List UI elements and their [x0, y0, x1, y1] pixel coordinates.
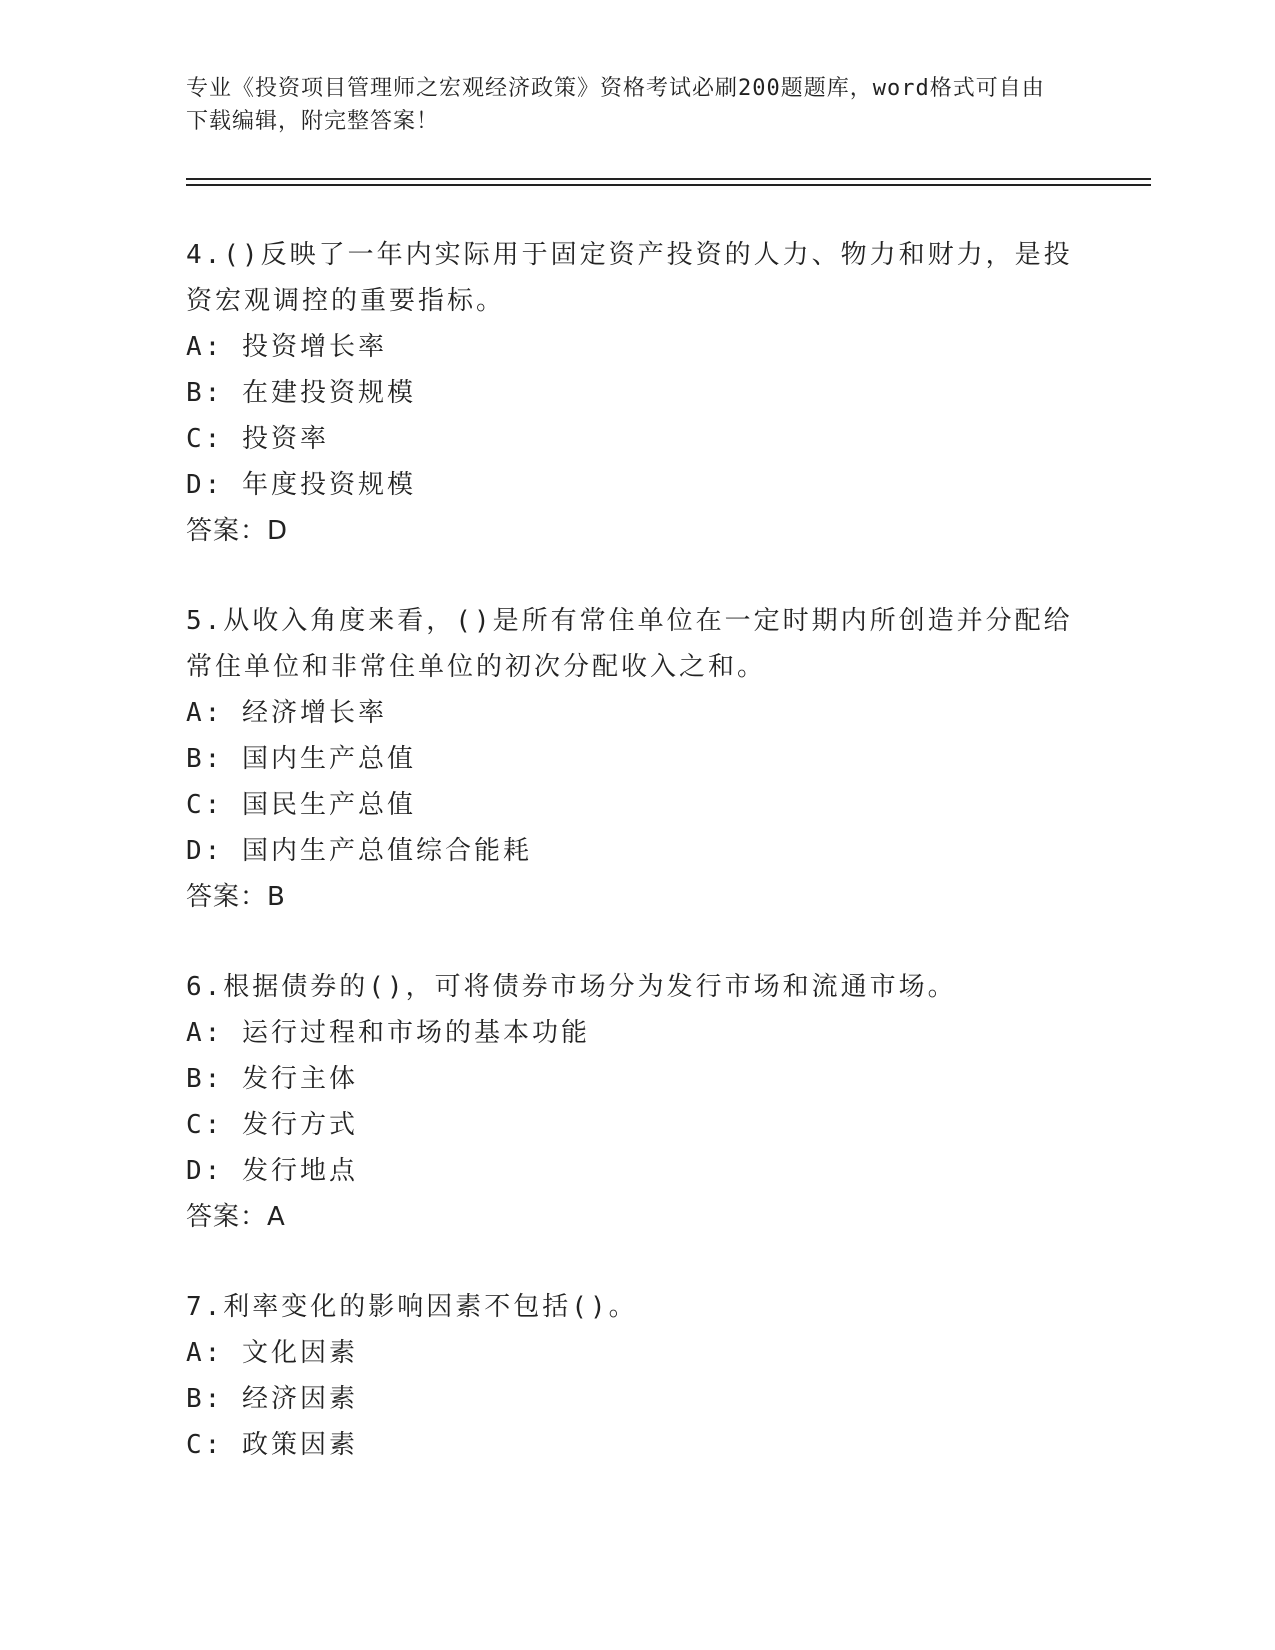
option-b: B: 发行主体	[186, 1064, 358, 1094]
question-item	[186, 1284, 1086, 1468]
option-a: A: 经济增长率	[186, 698, 387, 728]
option-c: C: 发行方式	[186, 1110, 358, 1140]
header-divider-bottom	[186, 184, 1151, 186]
option-d: D: 国内生产总值综合能耗	[186, 836, 532, 866]
option-c: C: 投资率	[186, 424, 329, 454]
option-a: A: 文化因素	[186, 1338, 358, 1368]
header-divider-top	[186, 178, 1151, 180]
question-stem: 7.利率变化的影响因素不包括()。	[186, 1292, 638, 1322]
option-d: D: 发行地点	[186, 1156, 358, 1186]
option-d: D: 年度投资规模	[186, 470, 416, 500]
question-list	[186, 232, 1086, 1512]
option-a: A: 运行过程和市场的基本功能	[186, 1018, 590, 1048]
answer-line: 答案：A	[186, 1202, 286, 1232]
document-header: 专业《投资项目管理师之宏观经济政策》资格考试必刷200题题库，word格式可自由下载编辑，附完整答案！	[186, 76, 1045, 134]
question-item	[186, 964, 1086, 1240]
question-stem: 6.根据债券的()，可将债券市场分为发行市场和流通市场。	[186, 972, 957, 1002]
option-b: B: 经济因素	[186, 1384, 358, 1414]
question-item	[186, 598, 1086, 920]
answer-line: 答案：D	[186, 516, 289, 546]
question-stem: 5.从收入角度来看，()是所有常住单位在一定时期内所创造并分配给常住单位和非常住单位的初次分配收入之和。	[186, 606, 1073, 682]
option-a: A: 投资增长率	[186, 332, 387, 362]
option-c: C: 国民生产总值	[186, 790, 416, 820]
question-item	[186, 232, 1086, 554]
option-b: B: 国内生产总值	[186, 744, 416, 774]
option-b: B: 在建投资规模	[186, 378, 416, 408]
option-c: C: 政策因素	[186, 1430, 358, 1460]
question-stem: 4.()反映了一年内实际用于固定资产投资的人力、物力和财力，是投资宏观调控的重要指标。	[186, 240, 1073, 316]
answer-line: 答案：B	[186, 882, 286, 912]
